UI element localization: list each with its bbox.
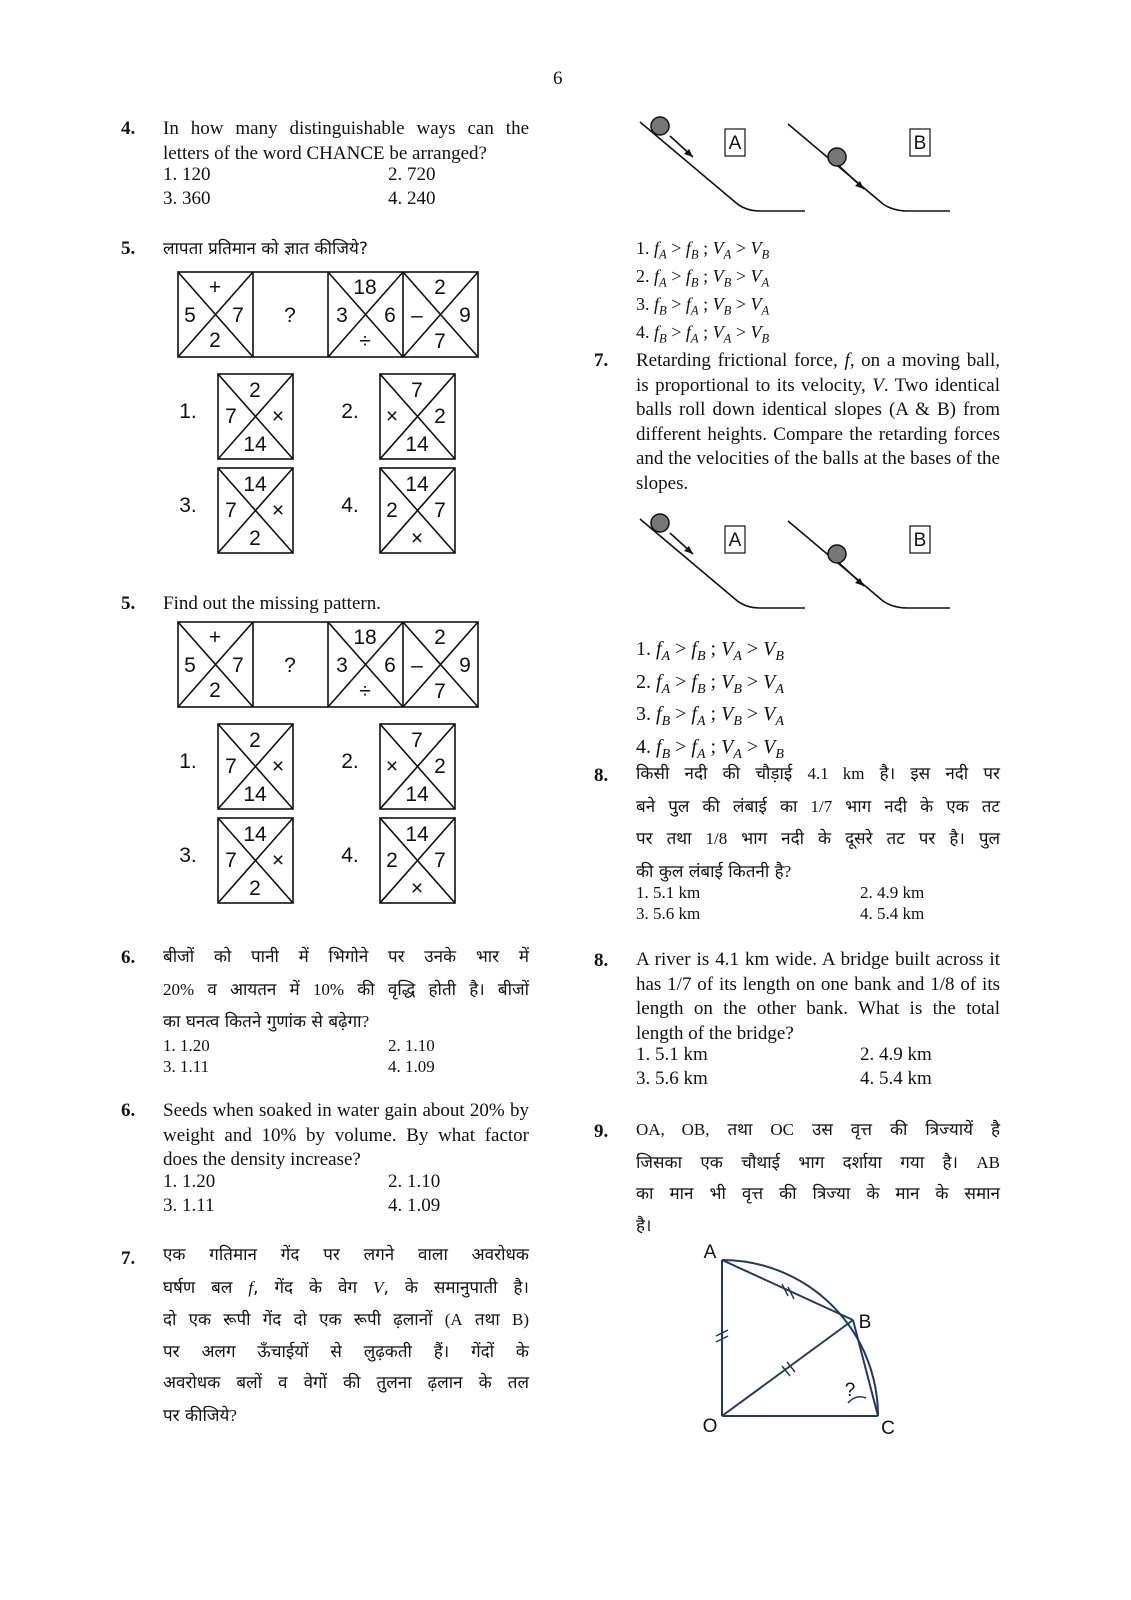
q6-hi-options: [163, 1035, 529, 1079]
phys-v-rhs-sub: B: [761, 331, 770, 346]
q9-hi-t2: उस वृत्त की त्रिज्यायें है: [794, 1120, 1001, 1140]
phys-f-lhs: f: [654, 322, 660, 343]
q6-hi-t4: का घनत्व कितने गुणांक से बढ़ेगा: [163, 1012, 362, 1032]
q4-number: 4.: [121, 118, 136, 139]
phys-options-bottom: [636, 637, 784, 767]
phys-v-lhs-sub: A: [733, 649, 742, 664]
choice-4-label: 4.: [341, 494, 359, 517]
phys-v-lhs-sub: A: [723, 247, 732, 262]
choice-4-top: 14: [405, 823, 429, 846]
choice-1-right: ×: [271, 405, 285, 428]
phys-f-rhs: f: [691, 703, 697, 725]
q7-en-t1: Retarding frictional force,: [636, 350, 845, 371]
q8-hi-t3: बने पुल की लंबाई का: [636, 796, 811, 817]
slope-a-path: [640, 122, 805, 211]
phys-f-lhs: f: [656, 670, 662, 693]
q7-hi-number: 7.: [121, 1248, 136, 1269]
q8-hi-t4: भाग नदी के एक तट: [832, 796, 1000, 817]
box4-left: –: [411, 304, 423, 327]
phys-f-rhs: f: [691, 735, 697, 758]
q6-hi-t2: व आयतन में: [194, 979, 313, 1000]
phys-f-rhs-sub: A: [696, 746, 706, 762]
phys-option-number: 1.: [636, 238, 654, 258]
choice-1-top: 2: [249, 379, 261, 402]
phys-v-lhs-sub: A: [733, 746, 742, 762]
box3-left: 3: [336, 654, 348, 677]
phys-v-rhs-sub: A: [775, 714, 784, 729]
phys-option-number: 1.: [636, 638, 656, 660]
phys-options-top: [636, 238, 769, 350]
q8-hi-option-3: 3. 5.6 km: [636, 904, 701, 923]
choice-3-right: ×: [271, 849, 285, 872]
box1-bottom: 2: [209, 329, 221, 352]
pattern-row: [178, 272, 478, 357]
phys-option-3: [636, 702, 784, 735]
phys-option-number: 3.: [636, 703, 656, 725]
phys-f-lhs-sub: B: [659, 331, 667, 346]
phys-gt: >: [670, 735, 692, 758]
choice-2-top: 7: [411, 379, 423, 402]
phys-f-rhs-sub: B: [690, 247, 699, 262]
ball-a: [651, 514, 669, 532]
q6-hi-line2: [163, 974, 529, 1007]
q8-en-option-1: 1. 5.1 km: [636, 1044, 708, 1065]
box1-bottom: 2: [209, 679, 221, 702]
q4-option-3: 3. 360: [163, 188, 211, 209]
phys-v-rhs: V: [750, 266, 762, 287]
box1-top: +: [208, 626, 222, 649]
phys-f-lhs-sub: A: [661, 681, 671, 697]
angle-question-mark: ?: [844, 1380, 856, 1401]
quarter-circle-figure: [690, 1236, 920, 1446]
choice-1-right: ×: [271, 755, 285, 778]
q7-hi-v: V: [373, 1277, 384, 1297]
box3-right: 6: [384, 304, 396, 327]
phys-f-lhs-sub: A: [659, 247, 667, 262]
phys-gt: >: [731, 266, 751, 287]
q6-hi-option-2: 2. 1.10: [388, 1036, 435, 1055]
q7-hi-t5: तथा: [462, 1310, 512, 1330]
phys-f-rhs: f: [685, 322, 691, 343]
phys-v-rhs: V: [750, 322, 762, 343]
phys-gt: >: [670, 670, 692, 693]
q8-en-options: [636, 1043, 1000, 1093]
q8-hi-number: 8.: [594, 765, 609, 786]
q4-options: [163, 163, 529, 213]
q8-hi-option-2: 2. 4.9 km: [860, 883, 925, 902]
slope-a-path: [640, 519, 805, 608]
choice-2-label: 2.: [341, 400, 359, 423]
pattern-choices-hindi: [170, 370, 470, 558]
phys-separator: ;: [705, 735, 722, 758]
q8-hi-frac2: 1/8: [705, 829, 728, 848]
slopes-figure-bottom: [630, 509, 960, 619]
phys-v-rhs-sub: B: [775, 649, 784, 664]
q6-hi-line1: बीजों को पानी में भिगोने पर उनके भार में: [163, 947, 529, 967]
phys-option-3: [636, 294, 769, 322]
phys-separator: ;: [698, 266, 713, 287]
q7-hi-a: (A: [444, 1310, 463, 1329]
q7-en-t2: , on a moving ball, is proportional to its velocity,: [636, 350, 1000, 396]
box4-bottom: 7: [434, 680, 446, 703]
q9-hi-ab: AB: [976, 1152, 1000, 1172]
q8-en-text: A river is 4.1 km wide. A bridge built across it has 1/7 of its length on one bank and 1/8 of its length on the other bank. What is the total length of the bridge?: [636, 949, 1000, 1044]
phys-v-rhs-sub: A: [761, 303, 770, 318]
phys-v-lhs-sub: B: [733, 714, 742, 729]
choice-3-left: 7: [225, 849, 237, 872]
q6-en-number: 6.: [121, 1100, 136, 1121]
phys-gt: >: [741, 703, 764, 725]
choice-3-right: ×: [271, 499, 285, 522]
box4-bottom: 7: [434, 330, 446, 353]
q7-hi-line2: [163, 1272, 529, 1305]
phys-v-lhs-sub: B: [723, 275, 732, 290]
phys-f-rhs-sub: B: [696, 649, 706, 664]
phys-f-lhs: f: [656, 703, 662, 725]
box2-center: ?: [284, 304, 296, 327]
q7-hi-b: B): [512, 1310, 529, 1329]
phys-f-lhs-sub: B: [661, 714, 671, 729]
q6-en-text: Seeds when soaked in water gain about 20% by weight and 10% by volume. By what factor does the density increase?: [163, 1100, 529, 1170]
phys-v-lhs: V: [721, 638, 734, 660]
ball-a: [651, 117, 669, 135]
page-number: 6: [553, 68, 563, 89]
choice-4-bottom: ×: [410, 877, 424, 900]
q7-hi-line6: [163, 1400, 529, 1433]
choice-3-top: 14: [243, 823, 267, 846]
q8-hi-options: [636, 882, 1000, 926]
box3-bottom: ÷: [359, 330, 371, 353]
box1-right: 7: [232, 654, 244, 677]
q8-hi-line3: [636, 823, 1000, 856]
q4-option-4: 4. 240: [388, 188, 436, 209]
phys-v-lhs: V: [721, 703, 734, 725]
phys-separator: ;: [698, 322, 713, 343]
choice-4-bottom: ×: [410, 527, 424, 550]
ball-b: [828, 545, 846, 563]
phys-gt: >: [666, 322, 686, 343]
choice-2-bottom: 14: [405, 433, 429, 456]
q4-text: In how many distinguishable ways can the letters of the word CHANCE be arranged?: [163, 118, 529, 164]
phys-v-rhs: V: [763, 638, 776, 660]
ball-b: [828, 148, 846, 166]
phys-gt: >: [741, 735, 764, 758]
box4-right: 9: [459, 654, 471, 677]
phys-v-lhs: V: [712, 238, 724, 258]
choice-4-right: 7: [434, 849, 446, 872]
q5-hi-text: लापता प्रतिमान को ज्ञात कीजिये?: [163, 239, 368, 259]
q8-hi-frac1: 1/7: [810, 796, 833, 816]
phys-option-2: [636, 670, 784, 703]
box3-bottom: ÷: [359, 680, 371, 703]
phys-v-lhs: V: [721, 670, 734, 693]
q5-en-text: Find out the missing pattern.: [163, 593, 381, 614]
choice-2-label: 2.: [341, 750, 359, 773]
pattern-choices-english: [170, 720, 470, 908]
slope-label-b: B: [913, 133, 927, 154]
q9-hi-oc: OC: [770, 1120, 795, 1139]
box3-left: 3: [336, 304, 348, 327]
phys-option-number: 3.: [636, 294, 654, 315]
q9-hi-radii: OA, OB,: [636, 1120, 710, 1139]
q7-hi-t1: घर्षण बल: [163, 1277, 249, 1298]
q8-hi-t7: की कुल लंबाई कितनी है: [636, 861, 784, 882]
box3-top: 18: [353, 626, 377, 649]
phys-gt: >: [731, 322, 751, 343]
q8-en-option-3: 3. 5.6 km: [636, 1068, 708, 1089]
q7-en-f: f: [844, 350, 850, 371]
choice-2-left: ×: [385, 755, 399, 778]
chord-bc: [853, 1320, 878, 1416]
q9-hi-t3: जिसका एक चौथाई भाग दर्शाया गया है।: [636, 1152, 977, 1173]
phys-f-lhs: f: [654, 238, 660, 258]
phys-gt: >: [666, 266, 686, 287]
phys-f-lhs-sub: A: [659, 275, 667, 290]
choice-4-right: 7: [434, 499, 446, 522]
phys-option-number: 4.: [636, 735, 656, 758]
q8-hi-line2: [636, 791, 1000, 824]
phys-v-rhs: V: [750, 294, 762, 315]
choice-1-top: 2: [249, 729, 261, 752]
phys-v-rhs-sub: A: [761, 275, 770, 290]
q8-hi-text: [636, 758, 1000, 888]
phys-v-lhs: V: [712, 294, 724, 315]
phys-f-rhs: f: [685, 238, 691, 258]
radius-ob: [722, 1320, 853, 1416]
phys-option-number: 2.: [636, 266, 654, 287]
choice-3-label: 3.: [179, 844, 197, 867]
phys-v-lhs-sub: B: [733, 681, 742, 697]
choice-1-bottom: 14: [243, 433, 267, 456]
q7-hi-line3: [163, 1304, 529, 1337]
slopes-figure-top: [630, 112, 960, 222]
q6-hi-option-3: 3. 1.11: [163, 1057, 210, 1076]
q8-hi-t5: पर तथा: [636, 829, 706, 849]
box1-top: +: [208, 276, 222, 299]
phys-f-rhs-sub: A: [690, 303, 699, 318]
q9-hi-line1: [636, 1114, 1000, 1147]
q6-en-option-3: 3. 1.11: [163, 1195, 215, 1216]
phys-f-lhs-sub: B: [659, 303, 667, 318]
phys-f-rhs-sub: A: [696, 714, 706, 729]
q8-en-number: 8.: [594, 950, 609, 971]
q7-hi-text: [163, 1240, 529, 1432]
phys-separator: ;: [698, 294, 713, 315]
phys-v-lhs: V: [712, 266, 724, 287]
box4-top: 2: [434, 276, 446, 299]
phys-gt: >: [741, 638, 764, 660]
q7-hi-t6: पर कीजिये: [163, 1405, 230, 1426]
box2-center: ?: [284, 654, 296, 677]
q7-en-number: 7.: [594, 350, 609, 371]
q6-en-option-1: 1. 1.20: [163, 1171, 216, 1192]
choice-1-label: 1.: [179, 750, 197, 773]
q7-en-v: V: [872, 374, 884, 396]
q6-hi-t3: की वृद्धि होती है। बीजों: [344, 979, 529, 1000]
phys-option-number: 4.: [636, 322, 654, 343]
phys-f-rhs-sub: B: [696, 681, 706, 697]
phys-gt: >: [670, 638, 692, 660]
point-c-label: C: [881, 1418, 895, 1439]
choice-3-bottom: 2: [249, 877, 261, 900]
q5-hi-number: 5.: [121, 238, 136, 259]
phys-separator: ;: [698, 238, 713, 258]
q6-hi-20pct: 20%: [163, 979, 195, 999]
q4-option-2: 2. 720: [388, 164, 436, 185]
phys-f-lhs: f: [654, 266, 660, 287]
q7-en-text: [636, 349, 1000, 496]
phys-v-lhs-sub: B: [723, 303, 732, 318]
q8-hi-option-4: 4. 5.4 km: [860, 904, 925, 923]
choice-2-top: 7: [411, 729, 423, 752]
chord-ab: [722, 1260, 853, 1320]
q9-hi-text: [636, 1114, 1000, 1242]
phys-f-rhs: f: [691, 638, 697, 660]
phys-v-rhs: V: [750, 238, 762, 258]
point-o-label: O: [702, 1416, 718, 1437]
q8-en-option-4: 4. 5.4 km: [860, 1068, 932, 1089]
box3-top: 18: [353, 276, 377, 299]
choice-2-left: ×: [385, 405, 399, 428]
phys-option-2: [636, 266, 769, 294]
point-b-label: B: [858, 1312, 872, 1333]
q7-hi-t3: , के समानुपाती है।: [383, 1277, 529, 1298]
choice-4-left: 2: [386, 849, 398, 872]
box1-left: 5: [184, 304, 196, 327]
choice-3-left: 7: [225, 499, 237, 522]
phys-gt: >: [731, 294, 751, 315]
q7-hi-line1: एक गतिमान गेंद पर लगने वाला अवरोधक: [163, 1245, 529, 1265]
phys-f-rhs-sub: B: [690, 275, 699, 290]
phys-f-rhs: f: [685, 294, 691, 315]
q6-hi-number: 6.: [121, 947, 136, 968]
phys-v-lhs-sub: A: [723, 331, 732, 346]
phys-f-rhs: f: [691, 670, 697, 693]
box1-right: 7: [232, 304, 244, 327]
box4-top: 2: [434, 626, 446, 649]
phys-option-number: 2.: [636, 670, 656, 693]
q6-hi-line3: [163, 1006, 529, 1039]
q8-hi-t1: किसी नदी की चौड़ाई: [636, 764, 808, 784]
phys-f-lhs-sub: B: [661, 746, 671, 762]
q7-hi-qmark: ?: [229, 1405, 237, 1425]
phys-separator: ;: [705, 638, 722, 660]
q4-option-1: 1. 120: [163, 164, 211, 185]
phys-f-rhs: f: [685, 266, 691, 287]
choice-1-left: 7: [225, 405, 237, 428]
choice-3-bottom: 2: [249, 527, 261, 550]
phys-v-rhs: V: [763, 703, 776, 725]
choice-4-label: 4.: [341, 844, 359, 867]
q7-hi-f: f: [248, 1277, 254, 1297]
box4-right: 9: [459, 304, 471, 327]
q6-hi-option-1: 1. 1.20: [163, 1036, 210, 1055]
phys-gt: >: [666, 238, 686, 258]
choice-1-label: 1.: [179, 400, 197, 423]
choice-1-left: 7: [225, 755, 237, 778]
q6-en-option-2: 2. 1.10: [388, 1171, 441, 1192]
box1-left: 5: [184, 654, 196, 677]
choice-2-right: 2: [434, 755, 446, 778]
phys-option-1: [636, 637, 784, 670]
q8-en-option-2: 2. 4.9 km: [860, 1044, 932, 1065]
q8-hi-t2: है। इस नदी पर: [864, 764, 1001, 784]
choice-4-top: 14: [405, 473, 429, 496]
q9-hi-line3: का मान भी वृत्त की त्रिज्या के मान के समान: [636, 1184, 1000, 1204]
q6-en-option-4: 4. 1.09: [388, 1195, 441, 1216]
choice-1-bottom: 14: [243, 783, 267, 806]
phys-gt: >: [666, 294, 686, 315]
q8-hi-qmark: ?: [783, 861, 792, 881]
choice-2-bottom: 14: [405, 783, 429, 806]
choice-3-label: 3.: [179, 494, 197, 517]
q7-hi-t4: दो एक रूपी गेंद दो एक रूपी ढ़लानों: [163, 1310, 445, 1330]
q9-hi-line2: [636, 1147, 1000, 1180]
phys-option-1: [636, 238, 769, 266]
phys-separator: ;: [705, 670, 722, 693]
pattern-figure-english: [170, 612, 490, 722]
q6-hi-10pct: 10%: [312, 979, 345, 999]
q7-hi-line5: अवरोधक बलों व वेगों की तुलना ढ़लान के तल: [163, 1373, 529, 1393]
slope-label-a: A: [728, 133, 742, 154]
q6-en-options: [163, 1170, 529, 1220]
q7-en-t3: . Two identical balls roll down identical slopes (A & B) from different heights. Compare the retarding forces and the velocities of the balls at the bases of the slopes.: [636, 374, 1000, 494]
q9-hi-line4: है।: [636, 1215, 652, 1236]
phys-v-rhs-sub: A: [775, 681, 784, 697]
slope-label-b: B: [913, 530, 927, 551]
phys-f-lhs: f: [654, 294, 660, 315]
q6-hi-qmark: ?: [361, 1012, 370, 1031]
q8-hi-option-1: 1. 5.1 km: [636, 883, 701, 902]
q8-hi-width: 4.1 km: [807, 764, 865, 783]
q8-hi-t6: भाग नदी के दूसरे तट पर है। पुल: [727, 829, 1000, 849]
box3-right: 6: [384, 654, 396, 677]
phys-f-lhs: f: [656, 638, 662, 660]
q9-hi-number: 9.: [594, 1121, 609, 1142]
phys-gt: >: [731, 238, 751, 258]
phys-v-rhs: V: [763, 670, 776, 693]
phys-v-lhs: V: [712, 322, 724, 343]
phys-v-rhs-sub: B: [761, 247, 770, 262]
phys-v-rhs: V: [763, 735, 776, 758]
choice-2-right: 2: [434, 405, 446, 428]
q5-en-number: 5.: [121, 593, 136, 614]
choice-4-left: 2: [386, 499, 398, 522]
phys-separator: ;: [705, 703, 722, 725]
q9-hi-t1: तथा: [709, 1120, 771, 1140]
q8-hi-line1: [636, 758, 1000, 791]
phys-v-rhs-sub: B: [775, 746, 784, 762]
q7-hi-line4: पर अलग ऊँचाईयों से लुढ़कती हैं। गेंदों के: [163, 1341, 529, 1362]
phys-f-lhs: f: [656, 735, 662, 758]
phys-option-4: [636, 322, 769, 350]
choice-3-top: 14: [243, 473, 267, 496]
slope-label-a: A: [728, 530, 742, 551]
phys-gt: >: [670, 703, 692, 725]
phys-v-lhs: V: [721, 735, 734, 758]
phys-gt: >: [741, 670, 764, 693]
q6-hi-text: [163, 942, 529, 1039]
phys-f-lhs-sub: A: [661, 649, 671, 664]
q6-hi-option-4: 4. 1.09: [388, 1057, 435, 1076]
point-a-label: A: [703, 1242, 717, 1263]
box4-left: –: [411, 654, 423, 677]
phys-f-rhs-sub: A: [690, 331, 699, 346]
q7-hi-t2: , गेंद के वेग: [253, 1277, 374, 1298]
